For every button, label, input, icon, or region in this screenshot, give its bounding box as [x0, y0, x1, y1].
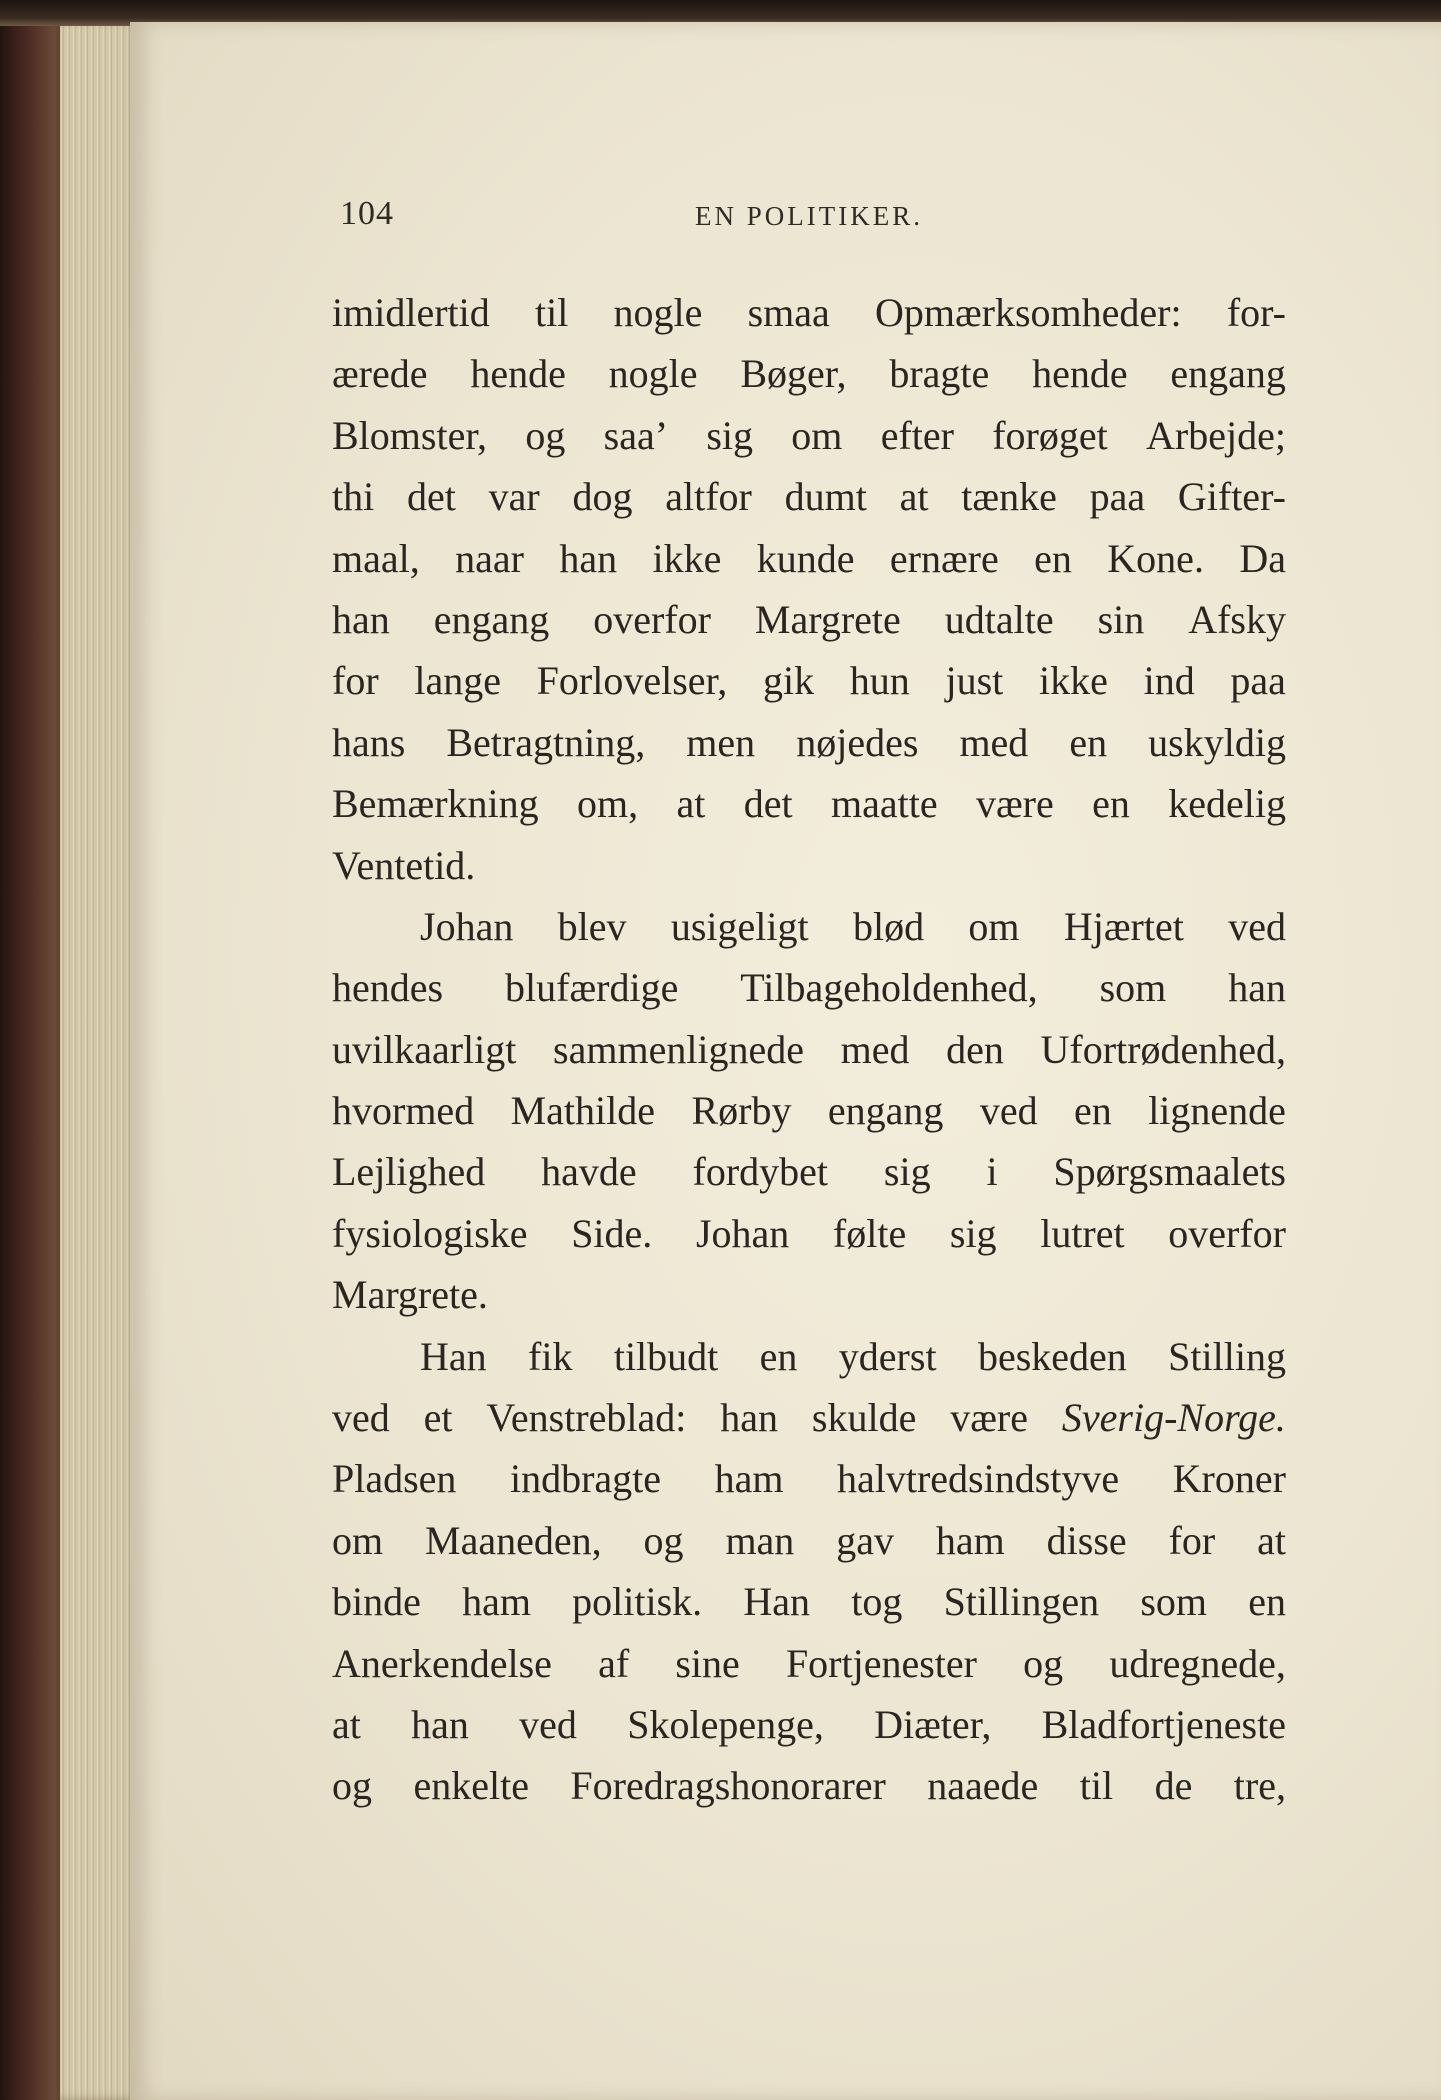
italic-word: Sverig-Norge. [1061, 1395, 1286, 1441]
word: sin [1097, 596, 1145, 642]
word: ved [979, 1088, 1038, 1134]
word: han [332, 596, 390, 642]
word: ved [1228, 903, 1286, 949]
page-edges [60, 20, 140, 2100]
word: paa [1230, 658, 1286, 704]
word: en [1034, 535, 1072, 581]
word: ham [462, 1579, 531, 1625]
word: en [1248, 1579, 1286, 1625]
text-line [332, 1387, 1286, 1448]
word: Forlovelser, [536, 658, 728, 704]
word: tilbudt [613, 1333, 719, 1379]
word: Spørgsmaalets [1053, 1149, 1286, 1195]
word: Opmærksomheder: [874, 290, 1182, 335]
word: udregnede, [1109, 1640, 1286, 1686]
word: og [643, 1517, 684, 1563]
word: for- [1226, 290, 1286, 335]
word: sig [883, 1149, 931, 1195]
word: usigeligt [670, 903, 809, 949]
word: Tilbageholdenhed, [740, 965, 1038, 1011]
word: Side. [571, 1210, 653, 1256]
text-line [332, 773, 1286, 834]
word: Bøger, [740, 351, 847, 397]
word: om, [577, 781, 639, 827]
word: binde [332, 1579, 421, 1625]
word: ikke [1039, 658, 1108, 704]
word: paa [1089, 474, 1146, 520]
word: ikke [652, 535, 722, 581]
word: at [1257, 1517, 1286, 1563]
word: maal, [332, 535, 420, 581]
word: den [946, 1026, 1004, 1072]
word: Bemærkning [332, 781, 539, 827]
word: kedelig [1168, 781, 1286, 827]
text-line [332, 835, 1286, 896]
word: Da [1239, 535, 1286, 581]
text-line [332, 1019, 1286, 1080]
word: udtalte [944, 596, 1054, 642]
text-line [332, 1326, 1286, 1387]
word: Han [420, 1333, 487, 1379]
word: hendes [332, 965, 444, 1011]
word: som [1140, 1579, 1208, 1625]
word: blød [852, 903, 925, 949]
word: ved [519, 1701, 577, 1747]
word: som [1099, 965, 1167, 1011]
word: og [332, 1763, 372, 1809]
text-line [332, 589, 1286, 650]
word: Maaneden, [425, 1517, 602, 1563]
word: yderst [838, 1333, 937, 1379]
word: det [743, 781, 793, 827]
word: hvormed [332, 1088, 475, 1134]
word: Betragtning, [446, 719, 646, 765]
text-line [332, 282, 1286, 343]
word: Johan [420, 903, 514, 949]
word: Mathilde [510, 1088, 656, 1134]
word: havde [541, 1149, 637, 1195]
word: imidlertid [332, 290, 490, 335]
running-head [340, 195, 1280, 235]
word: sig [706, 412, 753, 458]
word: man [725, 1517, 795, 1563]
word: efter [880, 412, 954, 458]
word: altfor [665, 474, 752, 520]
word: Fortjenester [785, 1640, 977, 1686]
word: dog [572, 474, 633, 520]
word: nogle [608, 351, 698, 397]
text-line [332, 957, 1286, 1018]
word: Johan [695, 1210, 790, 1256]
word: Afsky [1188, 596, 1286, 642]
word: Kone. [1107, 535, 1204, 581]
word: tog [851, 1579, 903, 1625]
text-line [332, 1633, 1286, 1694]
word: til [534, 290, 569, 335]
word: for [1168, 1517, 1216, 1563]
text-line [332, 343, 1286, 404]
word: gav [836, 1517, 894, 1563]
word: og [525, 412, 566, 458]
word: sig [949, 1210, 997, 1256]
word: just [945, 658, 1004, 704]
word: hende [1032, 351, 1128, 397]
word: fordybet [692, 1149, 829, 1195]
text-line [332, 528, 1286, 589]
word: Han [743, 1579, 811, 1625]
text-line [332, 405, 1286, 466]
word: forøget [992, 412, 1108, 458]
word: af [598, 1640, 630, 1686]
word: om [968, 903, 1020, 949]
word: dumt [784, 474, 867, 520]
word: fysiologiske [332, 1210, 528, 1256]
word: Pladsen [332, 1456, 457, 1502]
page-number: 104 [340, 195, 394, 232]
word: at [676, 781, 706, 827]
word: nøjedes [796, 719, 919, 765]
word: Foredragshonorarer [570, 1763, 886, 1809]
word: Hjærtet [1063, 903, 1184, 949]
word: fik [528, 1333, 573, 1379]
word: Ventetid. [332, 842, 476, 888]
body-text [332, 282, 1286, 1817]
word: Margrete [754, 596, 901, 642]
word: smaa [747, 290, 830, 335]
word: overfor [593, 596, 711, 642]
word: enkelte [413, 1763, 529, 1809]
word: sine [675, 1640, 740, 1686]
word: tænke [961, 474, 1057, 520]
word: ham [935, 1517, 1005, 1563]
word: ærede [332, 351, 428, 397]
word: naar [455, 535, 524, 581]
word: lange [414, 658, 501, 704]
word: Stilling [1168, 1333, 1286, 1379]
word: de [1154, 1763, 1193, 1809]
text-line [332, 1141, 1286, 1202]
word: Arbejde; [1146, 412, 1286, 458]
word: naaede [927, 1763, 1039, 1809]
word: Diæter, [874, 1701, 992, 1747]
word: saa’ [603, 412, 669, 458]
word: sammenlignede [553, 1026, 805, 1072]
word: Anerkendelse [332, 1640, 552, 1686]
word: gik [762, 658, 815, 704]
text-line [332, 1448, 1286, 1509]
word: en [1092, 781, 1130, 827]
text-line [332, 1510, 1286, 1571]
word: han [411, 1701, 469, 1747]
word: engang [433, 596, 550, 642]
text-line [332, 1203, 1286, 1264]
word: en [1069, 719, 1108, 765]
word: var [488, 474, 540, 520]
word: med [840, 1026, 910, 1072]
word: tre, [1233, 1763, 1286, 1809]
word: han [720, 1395, 779, 1441]
word: ved [332, 1395, 390, 1441]
word: thi [332, 474, 375, 520]
text-line [332, 1264, 1286, 1325]
word: politisk. [572, 1579, 703, 1625]
word: en [759, 1333, 798, 1379]
word: uskyldig [1148, 719, 1286, 765]
word: Venstreblad: [486, 1395, 687, 1441]
word: følte [832, 1210, 907, 1256]
word: lignende [1148, 1088, 1286, 1134]
word: beskeden [977, 1333, 1127, 1379]
word: Gifter- [1177, 474, 1286, 520]
word: for [332, 658, 379, 704]
word: uvilkaarligt [332, 1026, 517, 1072]
word: overfor [1168, 1210, 1286, 1256]
word: Stillingen [943, 1579, 1100, 1625]
word: hun [849, 658, 910, 704]
text-line [332, 1571, 1286, 1632]
word: indbragte [509, 1456, 662, 1502]
text-line [332, 896, 1286, 957]
word: nogle [613, 290, 703, 335]
word: en [1074, 1088, 1112, 1134]
word: han [559, 535, 618, 581]
word: bragte [889, 351, 990, 397]
word: halvtredsindstyve [836, 1456, 1120, 1502]
word: et [423, 1395, 453, 1441]
word: at [332, 1701, 361, 1747]
word: Lejlighed [332, 1149, 486, 1195]
word: hans [332, 719, 406, 765]
word: lutret [1040, 1210, 1125, 1256]
word: kunde [756, 535, 855, 581]
word: Blomster, [332, 412, 488, 458]
text-line [332, 1755, 1286, 1816]
word: engang [827, 1088, 944, 1134]
text-line [332, 712, 1286, 773]
word: disse [1046, 1517, 1127, 1563]
word: Rørby [691, 1088, 792, 1134]
word: og [1023, 1640, 1064, 1686]
word: ind [1143, 658, 1195, 704]
text-line [332, 466, 1286, 527]
word: til [1079, 1763, 1114, 1809]
word: i [986, 1149, 998, 1195]
word: om [332, 1517, 384, 1563]
word: det [407, 474, 456, 520]
text-line [332, 650, 1286, 711]
word: ernære [889, 535, 999, 581]
word: være [975, 781, 1054, 827]
word: Skolepenge, [627, 1701, 824, 1747]
word: men [686, 719, 756, 765]
word: Kroner [1172, 1456, 1286, 1502]
word: han [1228, 965, 1286, 1011]
word: hende [470, 351, 566, 397]
text-line [332, 1080, 1286, 1141]
word: ham [714, 1456, 784, 1502]
word: at [899, 474, 929, 520]
word: Ufortrødenhed, [1040, 1026, 1286, 1072]
text-line [332, 1694, 1286, 1755]
word: blev [557, 903, 627, 949]
word: maatte [830, 781, 938, 827]
word: engang [1170, 351, 1286, 397]
word: Bladfortjeneste [1041, 1701, 1286, 1747]
word: skulde [811, 1395, 917, 1441]
word: Margrete. [332, 1272, 488, 1318]
word: med [959, 719, 1029, 765]
word: være [950, 1395, 1029, 1441]
running-title: EN POLITIKER. [695, 201, 923, 231]
word: blufærdige [505, 965, 679, 1011]
word: om [791, 412, 843, 458]
